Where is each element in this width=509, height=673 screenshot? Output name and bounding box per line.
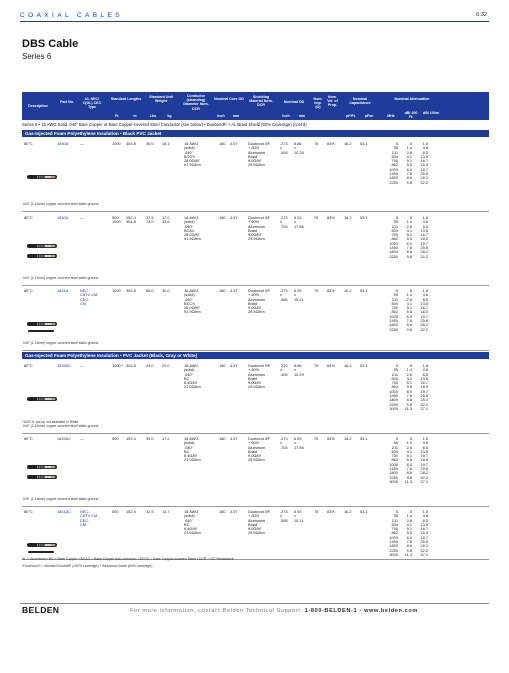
nominal-od-mm: 6.93 x 17.86 xyxy=(294,215,304,229)
table-row[interactable] xyxy=(22,214,489,284)
weight-lbs: 37.5 74.0 xyxy=(146,215,154,225)
weight-kg: 17.0 33.6 xyxy=(162,215,170,225)
conductor-spec: 18 AWG (solid) .040" BC 6.4Ω/M' 21.0Ω/km xyxy=(184,509,201,536)
nominal-od-inch: .273 x .595 xyxy=(280,288,288,302)
col-core-od: Nominal Core OD xyxy=(214,97,244,101)
weight-kg: 17.2 xyxy=(162,436,170,441)
attenuation-db-100ft: 1.6 4.6 8.5 13.5 16.7 18.0 19.7 25.6 28.2 32.2 xyxy=(420,215,428,259)
cable-illustration xyxy=(27,532,57,558)
attenuation-db-100m: .5 1.4 2.6 4.1 5.1 5.5 6.0 7.8 8.6 9.8 xyxy=(406,215,412,259)
temperature-rating: 80°C xyxy=(24,141,33,146)
velocity: 83% xyxy=(327,509,335,514)
capacitance-pf-m: 53.1 xyxy=(360,436,368,441)
page-title: DBS Cable xyxy=(22,38,79,50)
col-vel: Nom. Vel. of Prop. xyxy=(327,95,338,108)
ul-type: — xyxy=(80,436,84,441)
part-number: 1841AC xyxy=(57,509,72,514)
capacitance-pf-m: 53.1 xyxy=(360,363,368,368)
col-cap-pf-m: pF/m xyxy=(364,114,374,118)
table-row[interactable] xyxy=(22,508,489,558)
part-number: 1841A xyxy=(57,288,69,293)
impedance: 75 xyxy=(314,436,319,441)
core-od-mm: 4.57 xyxy=(230,436,238,441)
col-nominal-od: Nominal OD xyxy=(283,100,305,104)
length-ft: 1000 * xyxy=(112,363,124,368)
part-number: 1830A xyxy=(57,141,69,146)
temperature-rating: 80°C xyxy=(24,436,33,441)
cable-illustration xyxy=(27,164,57,190)
nominal-od-inch: .273 x .703 xyxy=(280,215,288,229)
col-nominal-od-mm: mm xyxy=(298,114,306,118)
core-od-inch: .180 xyxy=(218,141,226,146)
conductor-spec: 18 AWG (solid) .040" BCCS 28.0Ω/M' 91.9Ω/km xyxy=(184,288,201,315)
core-od-mm: 4.57 xyxy=(230,215,238,220)
conductor-spec: 18 AWG (solid) .040" BC 6.4Ω/M' 21.0Ω/km xyxy=(184,436,201,463)
conductor-spec: 18 AWG (solid) .040" BCAC 28.0Ω/M' 91.9Ω/km xyxy=(184,215,201,242)
length-m: 304.8 xyxy=(126,141,136,146)
col-unit-weight-kg: kg xyxy=(167,114,172,118)
weight-lbs: 32.5 xyxy=(146,509,154,514)
attenuation-db-100m: .5 1.4 2.6 4.1 5.1 5.5 6.0 7.8 8.6 9.8 11.3 xyxy=(404,509,412,557)
col-std-length-m: m xyxy=(133,114,137,118)
attenuation-db-100ft: 1.6 4.6 8.5 13.5 16.7 18.0 19.7 25.6 28.2 32.2 37.1 xyxy=(420,363,428,411)
cable-illustration xyxy=(27,238,57,264)
table-header xyxy=(22,92,489,120)
weight-lbs: 40.0 xyxy=(146,141,154,146)
length-ft: 500 xyxy=(112,509,119,514)
col-nominal-od-inch: Inch xyxy=(282,114,290,118)
attenuation-mhz: 5 55 211 500 750 862 1000 1450 1800 2250 xyxy=(389,288,398,332)
page-number: 6.32 xyxy=(476,12,487,18)
conductor-spec: 18 AWG (solid) .040" BC 6.4Ω/M' 21.0Ω/km xyxy=(184,363,201,390)
category-header: COAXIAL CABLES xyxy=(20,12,123,19)
series-description: Series 6 • 18 AWG Solid .040" Bare Copper or Bare Copper-covered Steel Conductor (see below) • Duobond® + AL Braid Shield (60% Coverage) (cont'd) xyxy=(22,122,307,127)
col-att-100m: dB/ 100m xyxy=(423,111,439,115)
length-m: 152.4 304.8 xyxy=(126,215,136,225)
nominal-od-inch: .273 x .595 xyxy=(280,509,288,523)
attenuation-db-100m: .5 1.4 2.6 4.1 5.1 5.5 6.0 7.8 8.6 9.8 xyxy=(406,141,412,185)
attenuation-db-100ft: 1.6 4.6 8.5 13.5 16.7 18.0 19.7 25.6 28.2 32.2 37.1 xyxy=(420,509,428,557)
nominal-od-mm: 6.86 x 10.29 xyxy=(294,141,304,155)
support-phone[interactable]: 1-800-BELDEN-1 xyxy=(304,608,358,614)
weight-lbs: 39.0 xyxy=(146,436,154,441)
nominal-od-inch: .273 x .405 xyxy=(280,141,288,155)
nominal-od-inch: .270 x .405 xyxy=(280,363,288,377)
shield-spec: Duobond II® + 60% Aluminum Braid 9.0Ω/M' 29.5Ω/km xyxy=(248,509,270,536)
temperature-rating: 80°C xyxy=(24,509,33,514)
row-divider xyxy=(22,433,489,434)
attenuation-mhz: 5 55 211 500 750 862 1000 1450 1800 2250 3000 xyxy=(389,436,398,484)
ul-type: — xyxy=(80,141,84,146)
ul-type: NEC: CATV CM CEC: CM xyxy=(80,509,98,527)
header-rule xyxy=(20,21,489,22)
velocity: 83% xyxy=(327,141,335,146)
row-divider xyxy=(22,211,489,212)
velocity: 83% xyxy=(327,363,335,368)
nominal-od-mm: 6.86 x 10.29 xyxy=(294,363,304,377)
row-divider xyxy=(22,506,489,507)
capacitance-pf-ft: 16.2 xyxy=(344,509,352,514)
row-note: .040" (1.14mm) copper-covered steel static ground. xyxy=(22,341,100,345)
col-attenuation: Nominal Attenuation xyxy=(394,97,430,101)
part-number: 1840A xyxy=(57,215,69,220)
length-ft: 1000 xyxy=(112,288,121,293)
nominal-od-mm: 6.93 x 17.86 xyxy=(294,436,304,450)
attenuation-db-100ft: 1.6 4.6 8.5 13.5 16.7 18.0 19.7 25.6 28.2 32.2 xyxy=(420,288,428,332)
shield-spec: Duobond II® + 60% Aluminum Braid 9.0Ω/M' 29.5Ω/km xyxy=(248,141,270,168)
col-unit-weight: Standard Unit Weight xyxy=(149,95,173,104)
core-od-inch: .180 xyxy=(218,215,226,220)
shield-spec: Duobond II® + 60% Aluminum Braid 9.0Ω/M' 29.5Ω/km xyxy=(248,436,270,463)
core-od-mm: 4.57 xyxy=(230,141,238,146)
length-m: 152.4 xyxy=(126,436,136,441)
core-od-mm: 4.57 xyxy=(230,363,238,368)
nominal-od-inch: .273 x .703 xyxy=(280,436,288,450)
footer-separator: • xyxy=(357,608,365,614)
capacitance-pf-ft: 16.2 xyxy=(344,288,352,293)
capacitance-pf-m: 53.1 xyxy=(360,509,368,514)
abbreviation-footnote: AL = Aluminum • BC = Bare Copper • BCAC = Bare Copper Anti-corrosion • BCCS = Bare Copper-covered Steel • DCR = DC Resistance xyxy=(22,557,234,561)
col-part-no: Part No. xyxy=(60,100,74,104)
capacitance-pf-ft: 16.2 xyxy=(344,141,352,146)
shield-spec: Duobond II® + 60% Aluminum Braid 9.0Ω/M' 29.5Ω/km xyxy=(248,363,270,390)
weight-kg: 14.7 xyxy=(162,509,170,514)
cable-illustration xyxy=(27,311,57,337)
row-note: .040" (1.14mm) copper-covered steel static ground. xyxy=(22,497,100,501)
attenuation-mhz: 5 55 211 500 750 862 1000 1450 1800 2250 xyxy=(389,215,398,259)
core-od-mm: 4.57 xyxy=(230,509,238,514)
attenuation-db-100ft: 1.6 4.6 8.5 13.5 16.7 18.0 19.7 25.6 28.2 32.2 37.1 xyxy=(420,436,428,484)
length-ft: 1000 xyxy=(112,141,121,146)
cable-illustration xyxy=(27,386,57,412)
section-header-color-jacket: Gas-Injected Foam Polyethylene Insulation • PVC Jacket (Black, Gray or White) xyxy=(22,352,489,359)
weight-kg: 18.1 xyxy=(162,141,170,146)
row-note: *1000 ft. put-up not available in White. .040" (1.14mm) copper-covered steel static ground. xyxy=(22,420,100,428)
weight-lbs: 44.0 xyxy=(146,363,154,368)
capacitance-pf-m: 53.1 xyxy=(360,215,368,220)
attenuation-db-100ft: 1.6 4.6 8.5 13.5 16.7 18.0 19.7 25.6 28.2 32.2 xyxy=(420,141,428,185)
col-core-od-mm: mm xyxy=(232,114,240,118)
attenuation-mhz: 5 55 211 500 750 862 1000 1450 1800 2250 3000 xyxy=(389,509,398,557)
ul-type: — xyxy=(80,363,84,368)
capacitance-pf-m: 53.1 xyxy=(360,288,368,293)
length-m: 304.8 xyxy=(126,363,136,368)
capacitance-pf-ft: 16.2 xyxy=(344,436,352,441)
temperature-rating: 80°C xyxy=(24,215,33,220)
temperature-rating: 80°C xyxy=(24,363,33,368)
length-m: 152.4 xyxy=(126,509,136,514)
col-std-length: Standard Lengths xyxy=(110,97,142,101)
core-od-inch: .180 xyxy=(218,288,226,293)
ul-type: NEC: CATV CM CEC: CM xyxy=(80,288,98,306)
impedance: 75 xyxy=(314,215,319,220)
col-std-length-ft: Ft. xyxy=(114,114,120,118)
footer-rule xyxy=(20,603,489,604)
part-number: 1839AC xyxy=(57,363,72,368)
table-row[interactable] xyxy=(22,435,489,505)
footer-text-label: For more information, contact Belden Technical Support: xyxy=(130,608,305,614)
part-number: 1849AC xyxy=(57,436,72,441)
table-row[interactable] xyxy=(22,140,489,210)
velocity: 83% xyxy=(327,215,335,220)
col-core-od-inch: Inch xyxy=(217,114,225,118)
row-divider xyxy=(22,285,489,286)
ul-type: — xyxy=(80,215,84,220)
section-header-black-jacket: Gas-Injected Foam Polyethylene Insulation • Black PVC Jacket xyxy=(22,130,489,137)
core-od-inch: .180 xyxy=(218,363,226,368)
length-m: 304.8 xyxy=(126,288,136,293)
attenuation-mhz: 5 55 211 500 750 862 1000 1450 1800 2250 3000 xyxy=(389,363,398,411)
col-capacitance: Nominal Capacitance xyxy=(349,97,371,106)
capacitance-pf-m: 53.1 xyxy=(360,141,368,146)
impedance: 75 xyxy=(314,141,319,146)
col-att-100ft: dB/ 100 Ft. xyxy=(404,111,418,120)
conductor-spec: 18 AWG (solid) .040" BCCS 28.0Ω/M' 91.9Ω/km xyxy=(184,141,201,168)
page-subtitle: Series 6 xyxy=(22,52,52,61)
col-unit-weight-lbs: Lbs. xyxy=(149,114,158,118)
col-shielding: Shielding Material Nom. DCR xyxy=(249,95,273,108)
attenuation-db-100m: .5 1.4 2.6 4.1 5.1 5.5 6.0 7.8 8.6 9.8 xyxy=(406,288,412,332)
footer-contact xyxy=(130,608,418,614)
cable-illustration xyxy=(27,459,57,485)
core-od-mm: 4.57 xyxy=(230,288,238,293)
core-od-inch: .180 xyxy=(218,509,226,514)
website-link[interactable]: www.belden.com xyxy=(364,608,418,614)
weight-kg: 20.0 xyxy=(162,363,170,368)
nominal-od-mm: 6.93 x 15.11 xyxy=(294,509,304,523)
duobond-footnote: *Duobond II = Bonded Duofoil® (100% coverage) + Aluminum braid (60% coverage). xyxy=(22,564,154,568)
row-note: .040" (1.14mm) copper-covered steel static ground. xyxy=(22,276,100,280)
temperature-rating: 80°C xyxy=(24,288,33,293)
velocity: 83% xyxy=(327,436,335,441)
attenuation-mhz: 5 55 211 500 750 862 1000 1450 1800 2250 xyxy=(389,141,398,185)
col-cap-pf-ft: pF/Ft. xyxy=(346,114,356,118)
col-ul: UL NEC/ C(UL) CEC Type xyxy=(82,97,102,110)
table-row[interactable] xyxy=(22,287,489,349)
col-description: Description xyxy=(28,104,48,108)
col-imp: Nom. Imp. (Ω) xyxy=(313,97,323,110)
impedance: 75 xyxy=(314,288,319,293)
nominal-od-mm: 6.93 x 15.11 xyxy=(294,288,304,302)
core-od-inch: .180 xyxy=(218,436,226,441)
belden-logo: BELDEN xyxy=(22,605,60,615)
velocity: 83% xyxy=(327,288,335,293)
weight-lbs: 66.0 xyxy=(146,288,154,293)
length-ft: 500 xyxy=(112,436,119,441)
capacitance-pf-ft: 16.2 xyxy=(344,215,352,220)
col-att-mhz: MHz xyxy=(387,114,395,118)
capacitance-pf-ft: 16.2 xyxy=(344,363,352,368)
col-conductor: Conductor (stranding) Diameter Nom. DCR xyxy=(183,94,209,111)
shield-spec: Duobond II® + 60% Aluminum Braid 9.0Ω/M' 29.5Ω/km xyxy=(248,215,270,242)
impedance: 75 xyxy=(314,509,319,514)
row-note: .040" (1.14mm) copper-covered steel static ground. xyxy=(22,202,100,206)
length-ft: 500 1000 xyxy=(112,215,121,225)
row-divider xyxy=(22,350,489,351)
weight-kg: 30.0 xyxy=(162,288,170,293)
attenuation-db-100m: .5 1.4 2.6 4.1 5.1 5.5 6.0 7.8 8.6 9.8 11.3 xyxy=(404,363,412,411)
shield-spec: Duobond II® + 60% Aluminum Braid 9.0Ω/M' 29.5Ω/km xyxy=(248,288,270,315)
impedance: 75 xyxy=(314,363,319,368)
attenuation-db-100m: .5 1.4 2.6 4.1 5.1 5.5 6.0 7.8 8.6 9.8 11.3 xyxy=(404,436,412,484)
